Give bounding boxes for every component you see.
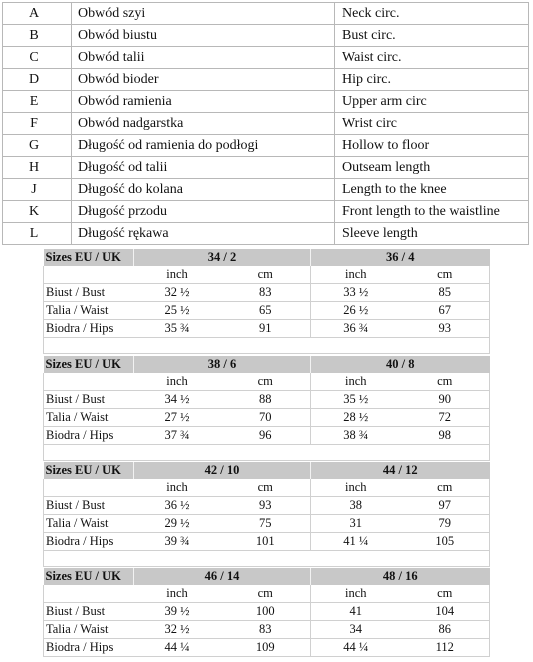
unit-row (44, 479, 490, 497)
size-heading: 34 / 2 (134, 249, 311, 266)
value-cell: 65 (221, 302, 311, 320)
value-cell: 36 ¾ (311, 320, 401, 338)
unit-label: inch (134, 479, 221, 497)
table-row (44, 391, 490, 409)
unit-row (44, 373, 490, 391)
value-cell: 70 (221, 409, 311, 427)
value-cell: 97 (401, 497, 490, 515)
empty-cell (44, 266, 134, 284)
value-cell: 25 ½ (134, 302, 221, 320)
legend-english: Length to the knee (335, 179, 529, 201)
unit-label: cm (221, 373, 311, 391)
value-cell: 86 (401, 621, 490, 639)
spacer-row (44, 445, 490, 461)
legend-letter: H (3, 157, 72, 179)
legend-row (3, 157, 529, 179)
legend-row (3, 69, 529, 91)
size-table-2 (43, 356, 490, 461)
value-cell: 96 (221, 427, 311, 445)
unit-label: inch (134, 373, 221, 391)
value-cell: 109 (221, 639, 311, 657)
legend-english: Bust circ. (335, 25, 529, 47)
unit-label: inch (311, 373, 401, 391)
table-row (44, 639, 490, 657)
value-cell: 35 ¾ (134, 320, 221, 338)
unit-row (44, 585, 490, 603)
legend-row (3, 135, 529, 157)
value-cell: 75 (221, 515, 311, 533)
value-cell: 31 (311, 515, 401, 533)
row-label: Biodra / Hips (44, 533, 134, 551)
legend-polish: Obwód ramienia (72, 91, 335, 113)
legend-polish: Obwód szyi (72, 3, 335, 25)
legend-english: Outseam length (335, 157, 529, 179)
table-row (44, 533, 490, 551)
legend-letter: G (3, 135, 72, 157)
legend-row (3, 179, 529, 201)
value-cell: 37 ¾ (134, 427, 221, 445)
value-cell: 28 ½ (311, 409, 401, 427)
spacer-cell (44, 445, 490, 461)
size-heading: 36 / 4 (311, 249, 490, 266)
unit-label: cm (401, 266, 490, 284)
legend-english: Front length to the waistline (335, 201, 529, 223)
spacer-cell (44, 551, 490, 567)
value-cell: 38 (311, 497, 401, 515)
row-label: Biust / Bust (44, 497, 134, 515)
value-cell: 85 (401, 284, 490, 302)
size-table-3 (43, 462, 490, 567)
empty-cell (44, 585, 134, 603)
row-label: Talia / Waist (44, 302, 134, 320)
spacer-row (44, 551, 490, 567)
value-cell: 39 ½ (134, 603, 221, 621)
unit-label: inch (311, 266, 401, 284)
value-cell: 34 ½ (134, 391, 221, 409)
row-label: Biust / Bust (44, 284, 134, 302)
legend-row (3, 223, 529, 245)
value-cell: 91 (221, 320, 311, 338)
legend-english: Hollow to floor (335, 135, 529, 157)
legend-polish: Obwód bioder (72, 69, 335, 91)
legend-polish: Długość do kolana (72, 179, 335, 201)
legend-row (3, 113, 529, 135)
value-cell: 83 (221, 284, 311, 302)
legend-polish: Obwód nadgarstka (72, 113, 335, 135)
legend-polish: Długość rękawa (72, 223, 335, 245)
row-label: Talia / Waist (44, 409, 134, 427)
table-row (44, 621, 490, 639)
legend-polish: Długość przodu (72, 201, 335, 223)
value-cell: 34 (311, 621, 401, 639)
size-heading: 38 / 6 (134, 356, 311, 373)
value-cell: 29 ½ (134, 515, 221, 533)
table-row (44, 409, 490, 427)
size-heading: 48 / 16 (311, 568, 490, 585)
row-label: Biust / Bust (44, 391, 134, 409)
unit-label: cm (221, 585, 311, 603)
legend-letter: J (3, 179, 72, 201)
value-cell: 32 ½ (134, 621, 221, 639)
size-heading: 42 / 10 (134, 462, 311, 479)
unit-label: inch (311, 479, 401, 497)
value-cell: 90 (401, 391, 490, 409)
legend-polish: Długość od talii (72, 157, 335, 179)
row-label: Talia / Waist (44, 621, 134, 639)
value-cell: 93 (401, 320, 490, 338)
size-header-row (44, 356, 490, 373)
value-cell: 38 ¾ (311, 427, 401, 445)
legend-polish: Obwód biustu (72, 25, 335, 47)
legend-letter: K (3, 201, 72, 223)
legend-letter: E (3, 91, 72, 113)
legend-row (3, 47, 529, 69)
row-label: Biodra / Hips (44, 427, 134, 445)
size-header-row (44, 568, 490, 585)
value-cell: 44 ¼ (134, 639, 221, 657)
row-label: Biodra / Hips (44, 639, 134, 657)
legend-row (3, 91, 529, 113)
row-label: Biodra / Hips (44, 320, 134, 338)
value-cell: 33 ½ (311, 284, 401, 302)
table-row (44, 427, 490, 445)
value-cell: 93 (221, 497, 311, 515)
legend-polish: Obwód talii (72, 47, 335, 69)
legend-row (3, 201, 529, 223)
table-row (44, 320, 490, 338)
legend-letter: F (3, 113, 72, 135)
value-cell: 41 (311, 603, 401, 621)
sizes-label: Sizes EU / UK (44, 462, 134, 479)
value-cell: 88 (221, 391, 311, 409)
value-cell: 39 ¾ (134, 533, 221, 551)
value-cell: 79 (401, 515, 490, 533)
value-cell: 26 ½ (311, 302, 401, 320)
legend-english: Waist circ. (335, 47, 529, 69)
empty-cell (44, 479, 134, 497)
empty-cell (44, 373, 134, 391)
unit-label: cm (221, 479, 311, 497)
value-cell: 36 ½ (134, 497, 221, 515)
legend-row (3, 25, 529, 47)
table-row (44, 497, 490, 515)
sizes-label: Sizes EU / UK (44, 568, 134, 585)
size-heading: 40 / 8 (311, 356, 490, 373)
unit-label: cm (401, 373, 490, 391)
value-cell: 101 (221, 533, 311, 551)
value-cell: 104 (401, 603, 490, 621)
legend-letter: C (3, 47, 72, 69)
size-table-1 (43, 249, 490, 354)
size-header-row (44, 462, 490, 479)
legend-letter: L (3, 223, 72, 245)
unit-label: cm (401, 479, 490, 497)
value-cell: 100 (221, 603, 311, 621)
table-row (44, 284, 490, 302)
value-cell: 67 (401, 302, 490, 320)
legend-english: Hip circ. (335, 69, 529, 91)
legend-letter: D (3, 69, 72, 91)
table-row (44, 302, 490, 320)
legend-english: Neck circ. (335, 3, 529, 25)
value-cell: 105 (401, 533, 490, 551)
sizes-label: Sizes EU / UK (44, 356, 134, 373)
value-cell: 112 (401, 639, 490, 657)
unit-label: inch (134, 585, 221, 603)
table-row (44, 515, 490, 533)
value-cell: 35 ½ (311, 391, 401, 409)
size-heading: 44 / 12 (311, 462, 490, 479)
value-cell: 72 (401, 409, 490, 427)
value-cell: 32 ½ (134, 284, 221, 302)
legend-letter: B (3, 25, 72, 47)
size-header-row (44, 249, 490, 266)
value-cell: 41 ¼ (311, 533, 401, 551)
unit-label: inch (134, 266, 221, 284)
legend-english: Upper arm circ (335, 91, 529, 113)
table-row (44, 603, 490, 621)
unit-row (44, 266, 490, 284)
legend-row (3, 3, 529, 25)
size-heading: 46 / 14 (134, 568, 311, 585)
unit-label: cm (221, 266, 311, 284)
unit-label: cm (401, 585, 490, 603)
value-cell: 83 (221, 621, 311, 639)
legend-english: Sleeve length (335, 223, 529, 245)
row-label: Biust / Bust (44, 603, 134, 621)
value-cell: 27 ½ (134, 409, 221, 427)
sizes-label: Sizes EU / UK (44, 249, 134, 266)
spacer-cell (44, 338, 490, 354)
measurement-legend-table (2, 2, 529, 245)
row-label: Talia / Waist (44, 515, 134, 533)
spacer-row (44, 338, 490, 354)
unit-label: inch (311, 585, 401, 603)
legend-polish: Długość od ramienia do podłogi (72, 135, 335, 157)
legend-letter: A (3, 3, 72, 25)
size-table-4 (43, 568, 490, 657)
value-cell: 44 ¼ (311, 639, 401, 657)
legend-english: Wrist circ (335, 113, 529, 135)
value-cell: 98 (401, 427, 490, 445)
